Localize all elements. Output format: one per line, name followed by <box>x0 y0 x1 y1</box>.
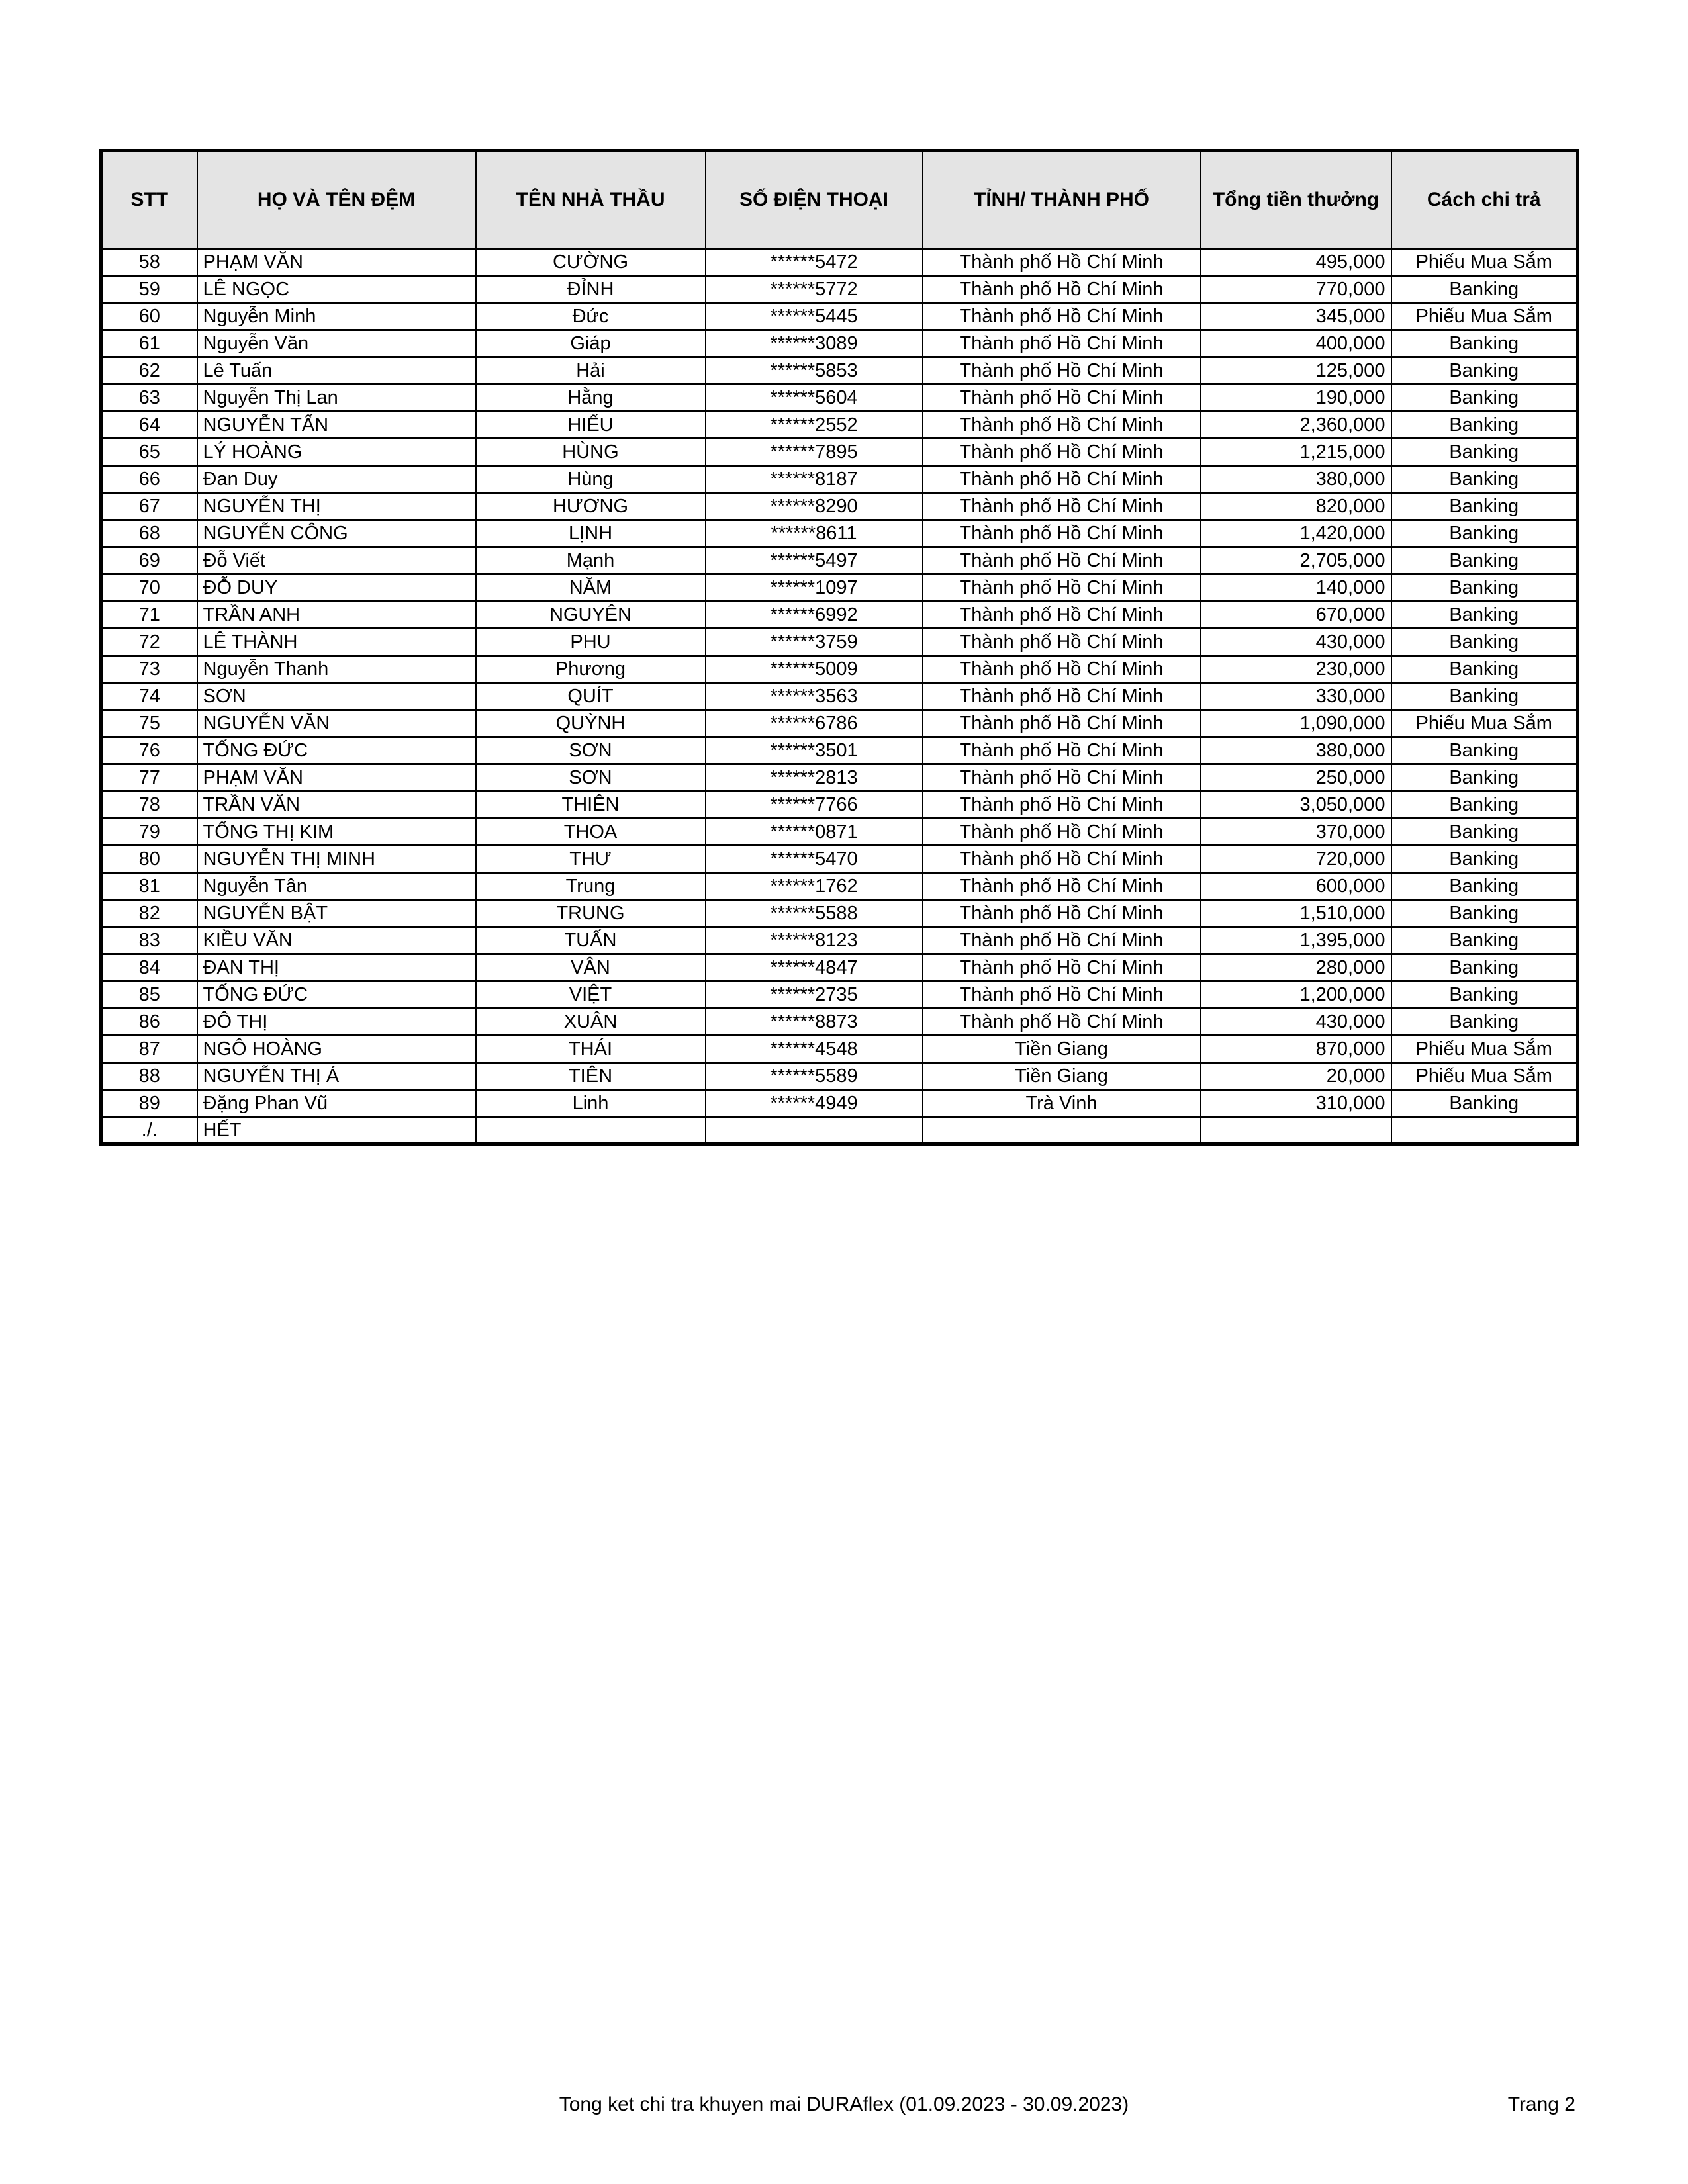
cell-province: Thành phố Hồ Chí Minh <box>923 412 1201 439</box>
cell-stt: 61 <box>101 330 197 357</box>
cell-family: Nguyễn Thị Lan <box>197 385 476 412</box>
cell-phone: ******1097 <box>706 574 923 602</box>
cell-stt: 85 <box>101 981 197 1009</box>
cell-amount: 125,000 <box>1201 357 1391 385</box>
cell-given: THÁI <box>476 1036 706 1063</box>
cell-family: SƠN <box>197 683 476 710</box>
cell-amount: 280,000 <box>1201 954 1391 981</box>
cell-stt: 84 <box>101 954 197 981</box>
cell-given: Linh <box>476 1090 706 1117</box>
table-row <box>101 981 1578 1009</box>
cell-family: ĐAN THỊ <box>197 954 476 981</box>
cell-province: Thành phố Hồ Chí Minh <box>923 547 1201 574</box>
cell-province: Thành phố Hồ Chí Minh <box>923 764 1201 792</box>
footer-note: Tong ket chi tra khuyen mai DURAflex (01.09.2023 - 30.09.2023) <box>559 2093 1129 2115</box>
cell-payment: Phiếu Mua Sắm <box>1391 710 1578 737</box>
cell-amount: 870,000 <box>1201 1036 1391 1063</box>
cell-family: KIỀU VĂN <box>197 927 476 954</box>
cell-family: TRẦN VĂN <box>197 792 476 819</box>
cell-phone: ******7895 <box>706 439 923 466</box>
cell-family: TỐNG THỊ KIM <box>197 819 476 846</box>
cell-amount: 20,000 <box>1201 1063 1391 1090</box>
cell-stt: 83 <box>101 927 197 954</box>
cell-family: NGUYỄN THỊ <box>197 493 476 520</box>
cell-amount: 670,000 <box>1201 602 1391 629</box>
cell-province: Thành phố Hồ Chí Minh <box>923 737 1201 764</box>
cell-province: Thành phố Hồ Chí Minh <box>923 656 1201 683</box>
cell-family: Nguyễn Tân <box>197 873 476 900</box>
cell-stt: 81 <box>101 873 197 900</box>
cell-payment: Banking <box>1391 602 1578 629</box>
cell-given: HIẾU <box>476 412 706 439</box>
cell-province: Thành phố Hồ Chí Minh <box>923 385 1201 412</box>
cell-payment: Banking <box>1391 764 1578 792</box>
cell-amount: 230,000 <box>1201 656 1391 683</box>
cell-amount: 380,000 <box>1201 466 1391 493</box>
cell-phone: ******5772 <box>706 276 923 303</box>
cell-payment: Banking <box>1391 873 1578 900</box>
table-row <box>101 574 1578 602</box>
cell-stt: 77 <box>101 764 197 792</box>
cell-family: PHẠM VĂN <box>197 249 476 276</box>
cell-phone: ******5853 <box>706 357 923 385</box>
cell-given: VÂN <box>476 954 706 981</box>
cell-amount: 770,000 <box>1201 276 1391 303</box>
cell-given: SƠN <box>476 737 706 764</box>
table-row <box>101 737 1578 764</box>
cell-given: QUÍT <box>476 683 706 710</box>
cell-amount: 1,510,000 <box>1201 900 1391 927</box>
cell-family: LÊ THÀNH <box>197 629 476 656</box>
cell-given: THƯ <box>476 846 706 873</box>
table-row <box>101 954 1578 981</box>
cell-amount: 2,360,000 <box>1201 412 1391 439</box>
page-footer <box>0 2091 1688 2118</box>
cell-payment: Banking <box>1391 927 1578 954</box>
cell-province: Thành phố Hồ Chí Minh <box>923 900 1201 927</box>
cell-family: TỐNG ĐỨC <box>197 737 476 764</box>
cell-family: NGUYỄN THỊ Á <box>197 1063 476 1090</box>
cell-province: Tiền Giang <box>923 1036 1201 1063</box>
cell-phone: ******5588 <box>706 900 923 927</box>
cell-phone: ******2735 <box>706 981 923 1009</box>
cell-family: Nguyễn Văn <box>197 330 476 357</box>
cell-province: Thành phố Hồ Chí Minh <box>923 466 1201 493</box>
cell-stt: 80 <box>101 846 197 873</box>
cell-amount: 190,000 <box>1201 385 1391 412</box>
table-row <box>101 493 1578 520</box>
cell-payment: Banking <box>1391 737 1578 764</box>
cell-stt: 60 <box>101 303 197 330</box>
cell-stt: 64 <box>101 412 197 439</box>
cell-family: TRẦN ANH <box>197 602 476 629</box>
cell-given: Hùng <box>476 466 706 493</box>
cell-amount: 330,000 <box>1201 683 1391 710</box>
cell-amount <box>1201 1117 1391 1144</box>
cell-province: Thành phố Hồ Chí Minh <box>923 981 1201 1009</box>
cell-stt: 66 <box>101 466 197 493</box>
table-row <box>101 629 1578 656</box>
cell-payment: Banking <box>1391 1090 1578 1117</box>
cell-phone: ******4548 <box>706 1036 923 1063</box>
cell-amount: 600,000 <box>1201 873 1391 900</box>
cell-phone: ******5604 <box>706 385 923 412</box>
cell-given: TIÊN <box>476 1063 706 1090</box>
cell-province: Thành phố Hồ Chí Minh <box>923 303 1201 330</box>
cell-given: ĐỈNH <box>476 276 706 303</box>
cell-payment: Phiếu Mua Sắm <box>1391 249 1578 276</box>
cell-stt: 73 <box>101 656 197 683</box>
cell-given: TRUNG <box>476 900 706 927</box>
cell-family: PHẠM VĂN <box>197 764 476 792</box>
cell-given: THIÊN <box>476 792 706 819</box>
cell-payment: Banking <box>1391 574 1578 602</box>
cell-province: Thành phố Hồ Chí Minh <box>923 873 1201 900</box>
cell-given <box>476 1117 706 1144</box>
cell-given: Đức <box>476 303 706 330</box>
cell-payment: Banking <box>1391 792 1578 819</box>
table-row <box>101 1063 1578 1090</box>
table-row <box>101 792 1578 819</box>
header-tong-tien-thuong: Tổng tiền thưởng <box>1201 151 1391 249</box>
cell-phone: ******0871 <box>706 819 923 846</box>
cell-family: NGUYỄN THỊ MINH <box>197 846 476 873</box>
cell-family: Đặng Phan Vũ <box>197 1090 476 1117</box>
cell-amount: 1,200,000 <box>1201 981 1391 1009</box>
cell-stt: 78 <box>101 792 197 819</box>
header-stt: STT <box>101 151 197 249</box>
cell-amount: 720,000 <box>1201 846 1391 873</box>
page-number: Trang 2 <box>1507 2093 1575 2115</box>
cell-family: Lê Tuấn <box>197 357 476 385</box>
cell-amount: 2,705,000 <box>1201 547 1391 574</box>
table-row <box>101 710 1578 737</box>
cell-given: Mạnh <box>476 547 706 574</box>
table-row <box>101 1090 1578 1117</box>
cell-stt: 63 <box>101 385 197 412</box>
cell-amount: 380,000 <box>1201 737 1391 764</box>
cell-amount: 250,000 <box>1201 764 1391 792</box>
table-row <box>101 900 1578 927</box>
cell-given: LỊNH <box>476 520 706 547</box>
cell-amount: 3,050,000 <box>1201 792 1391 819</box>
cell-payment: Banking <box>1391 819 1578 846</box>
cell-family: Nguyễn Minh <box>197 303 476 330</box>
cell-family: NGUYỄN VĂN <box>197 710 476 737</box>
cell-stt: 75 <box>101 710 197 737</box>
cell-amount: 1,420,000 <box>1201 520 1391 547</box>
cell-payment: Banking <box>1391 439 1578 466</box>
cell-stt: 69 <box>101 547 197 574</box>
cell-phone: ******3563 <box>706 683 923 710</box>
header-cach-chi-tra: Cách chi trả <box>1391 151 1578 249</box>
table-row <box>101 330 1578 357</box>
cell-phone: ******5470 <box>706 846 923 873</box>
cell-province: Thành phố Hồ Chí Minh <box>923 927 1201 954</box>
cell-province: Thành phố Hồ Chí Minh <box>923 710 1201 737</box>
cell-phone: ******4847 <box>706 954 923 981</box>
header-ten-nha-thau: TÊN NHÀ THẦU <box>476 151 706 249</box>
cell-stt: 68 <box>101 520 197 547</box>
cell-given: Phương <box>476 656 706 683</box>
table-row <box>101 819 1578 846</box>
cell-province: Thành phố Hồ Chí Minh <box>923 439 1201 466</box>
table-row <box>101 1036 1578 1063</box>
cell-family: LÝ HOÀNG <box>197 439 476 466</box>
cell-family: ĐỖ DUY <box>197 574 476 602</box>
cell-amount: 1,395,000 <box>1201 927 1391 954</box>
table-row <box>101 656 1578 683</box>
cell-given: Giáp <box>476 330 706 357</box>
cell-phone: ******8123 <box>706 927 923 954</box>
cell-given: XUÂN <box>476 1009 706 1036</box>
cell-payment <box>1391 1117 1578 1144</box>
payout-table <box>99 149 1579 1146</box>
cell-given: CƯỜNG <box>476 249 706 276</box>
cell-province: Thành phố Hồ Chí Minh <box>923 602 1201 629</box>
cell-payment: Banking <box>1391 954 1578 981</box>
cell-family: HẾT <box>197 1117 476 1144</box>
cell-stt: 59 <box>101 276 197 303</box>
cell-family: Nguyễn Thanh <box>197 656 476 683</box>
cell-payment: Banking <box>1391 276 1578 303</box>
cell-stt: 76 <box>101 737 197 764</box>
cell-province: Thành phố Hồ Chí Minh <box>923 683 1201 710</box>
cell-given: Hải <box>476 357 706 385</box>
table-row <box>101 547 1578 574</box>
cell-phone: ******5009 <box>706 656 923 683</box>
cell-province: Tiền Giang <box>923 1063 1201 1090</box>
cell-province: Thành phố Hồ Chí Minh <box>923 819 1201 846</box>
cell-province: Thành phố Hồ Chí Minh <box>923 276 1201 303</box>
cell-stt: 74 <box>101 683 197 710</box>
table-row <box>101 303 1578 330</box>
table-header <box>101 151 1578 249</box>
cell-amount: 495,000 <box>1201 249 1391 276</box>
table-row <box>101 276 1578 303</box>
cell-stt: 70 <box>101 574 197 602</box>
table-row <box>101 466 1578 493</box>
cell-province: Thành phố Hồ Chí Minh <box>923 846 1201 873</box>
table-row <box>101 927 1578 954</box>
table-row <box>101 683 1578 710</box>
cell-stt: 58 <box>101 249 197 276</box>
cell-family: LÊ NGỌC <box>197 276 476 303</box>
cell-given: HÙNG <box>476 439 706 466</box>
cell-province: Thành phố Hồ Chí Minh <box>923 574 1201 602</box>
cell-province: Thành phố Hồ Chí Minh <box>923 493 1201 520</box>
cell-stt: 62 <box>101 357 197 385</box>
cell-phone: ******7766 <box>706 792 923 819</box>
cell-family: NGUYỄN CÔNG <box>197 520 476 547</box>
cell-amount: 140,000 <box>1201 574 1391 602</box>
cell-phone: ******3501 <box>706 737 923 764</box>
cell-family: Đan Duy <box>197 466 476 493</box>
cell-given: Trung <box>476 873 706 900</box>
cell-payment: Banking <box>1391 629 1578 656</box>
cell-amount: 430,000 <box>1201 629 1391 656</box>
cell-given: NGUYÊN <box>476 602 706 629</box>
cell-family: Đỗ Viết <box>197 547 476 574</box>
cell-phone <box>706 1117 923 1144</box>
table-header-row <box>101 151 1578 249</box>
cell-province: Thành phố Hồ Chí Minh <box>923 1009 1201 1036</box>
table-row <box>101 520 1578 547</box>
cell-amount: 820,000 <box>1201 493 1391 520</box>
cell-family: NGÔ HOÀNG <box>197 1036 476 1063</box>
cell-province: Thành phố Hồ Chí Minh <box>923 629 1201 656</box>
cell-stt: 89 <box>101 1090 197 1117</box>
cell-payment: Banking <box>1391 412 1578 439</box>
cell-stt: 67 <box>101 493 197 520</box>
cell-given: HƯƠNG <box>476 493 706 520</box>
cell-payment: Banking <box>1391 900 1578 927</box>
cell-stt: 86 <box>101 1009 197 1036</box>
header-so-dien-thoai: SỐ ĐIỆN THOẠI <box>706 151 923 249</box>
cell-phone: ******8611 <box>706 520 923 547</box>
table-body <box>101 249 1578 1144</box>
cell-phone: ******5497 <box>706 547 923 574</box>
table-row <box>101 357 1578 385</box>
cell-given: SƠN <box>476 764 706 792</box>
table-row <box>101 1009 1578 1036</box>
cell-payment: Banking <box>1391 981 1578 1009</box>
cell-stt: 82 <box>101 900 197 927</box>
cell-province: Thành phố Hồ Chí Minh <box>923 330 1201 357</box>
cell-province <box>923 1117 1201 1144</box>
header-tinh-thanh-pho: TỈNH/ THÀNH PHỐ <box>923 151 1201 249</box>
cell-payment: Phiếu Mua Sắm <box>1391 303 1578 330</box>
cell-amount: 400,000 <box>1201 330 1391 357</box>
table-row <box>101 412 1578 439</box>
cell-phone: ******2552 <box>706 412 923 439</box>
cell-province: Thành phố Hồ Chí Minh <box>923 954 1201 981</box>
cell-payment: Banking <box>1391 493 1578 520</box>
cell-province: Thành phố Hồ Chí Minh <box>923 520 1201 547</box>
cell-phone: ******3089 <box>706 330 923 357</box>
cell-stt: 65 <box>101 439 197 466</box>
cell-stt: 71 <box>101 602 197 629</box>
cell-stt: 79 <box>101 819 197 846</box>
cell-province: Thành phố Hồ Chí Minh <box>923 249 1201 276</box>
cell-given: VIỆT <box>476 981 706 1009</box>
cell-payment: Banking <box>1391 1009 1578 1036</box>
cell-given: TUẤN <box>476 927 706 954</box>
cell-phone: ******2813 <box>706 764 923 792</box>
cell-payment: Phiếu Mua Sắm <box>1391 1036 1578 1063</box>
cell-payment: Banking <box>1391 385 1578 412</box>
table-row <box>101 439 1578 466</box>
cell-phone: ******4949 <box>706 1090 923 1117</box>
cell-given: Hằng <box>476 385 706 412</box>
cell-province: Thành phố Hồ Chí Minh <box>923 792 1201 819</box>
cell-payment: Banking <box>1391 466 1578 493</box>
cell-given: QUỲNH <box>476 710 706 737</box>
cell-payment: Banking <box>1391 683 1578 710</box>
cell-phone: ******1762 <box>706 873 923 900</box>
cell-stt: 87 <box>101 1036 197 1063</box>
cell-family: NGUYỄN TẤN <box>197 412 476 439</box>
cell-payment: Banking <box>1391 846 1578 873</box>
cell-given: NĂM <box>476 574 706 602</box>
cell-phone: ******5472 <box>706 249 923 276</box>
table-row <box>101 602 1578 629</box>
cell-payment: Banking <box>1391 547 1578 574</box>
cell-family: TỐNG ĐỨC <box>197 981 476 1009</box>
cell-family: ĐÔ THỊ <box>197 1009 476 1036</box>
cell-payment: Banking <box>1391 656 1578 683</box>
cell-given: THOA <box>476 819 706 846</box>
cell-amount: 1,215,000 <box>1201 439 1391 466</box>
cell-payment: Banking <box>1391 357 1578 385</box>
cell-amount: 310,000 <box>1201 1090 1391 1117</box>
cell-phone: ******6992 <box>706 602 923 629</box>
cell-phone: ******5589 <box>706 1063 923 1090</box>
cell-phone: ******8290 <box>706 493 923 520</box>
cell-amount: 430,000 <box>1201 1009 1391 1036</box>
cell-stt: ./. <box>101 1117 197 1144</box>
cell-stt: 88 <box>101 1063 197 1090</box>
table-row <box>101 385 1578 412</box>
table-row <box>101 846 1578 873</box>
cell-phone: ******3759 <box>706 629 923 656</box>
cell-phone: ******8187 <box>706 466 923 493</box>
cell-province: Thành phố Hồ Chí Minh <box>923 357 1201 385</box>
table-row <box>101 249 1578 276</box>
cell-given: PHU <box>476 629 706 656</box>
cell-phone: ******5445 <box>706 303 923 330</box>
cell-payment: Phiếu Mua Sắm <box>1391 1063 1578 1090</box>
cell-family: NGUYỄN BẬT <box>197 900 476 927</box>
cell-province: Trà Vinh <box>923 1090 1201 1117</box>
cell-phone: ******6786 <box>706 710 923 737</box>
header-ho-va-ten-dem: HỌ VÀ TÊN ĐỆM <box>197 151 476 249</box>
table-row <box>101 873 1578 900</box>
cell-amount: 1,090,000 <box>1201 710 1391 737</box>
cell-payment: Banking <box>1391 330 1578 357</box>
table-row <box>101 1117 1578 1144</box>
cell-amount: 370,000 <box>1201 819 1391 846</box>
cell-phone: ******8873 <box>706 1009 923 1036</box>
table-row <box>101 764 1578 792</box>
cell-amount: 345,000 <box>1201 303 1391 330</box>
cell-stt: 72 <box>101 629 197 656</box>
cell-payment: Banking <box>1391 520 1578 547</box>
